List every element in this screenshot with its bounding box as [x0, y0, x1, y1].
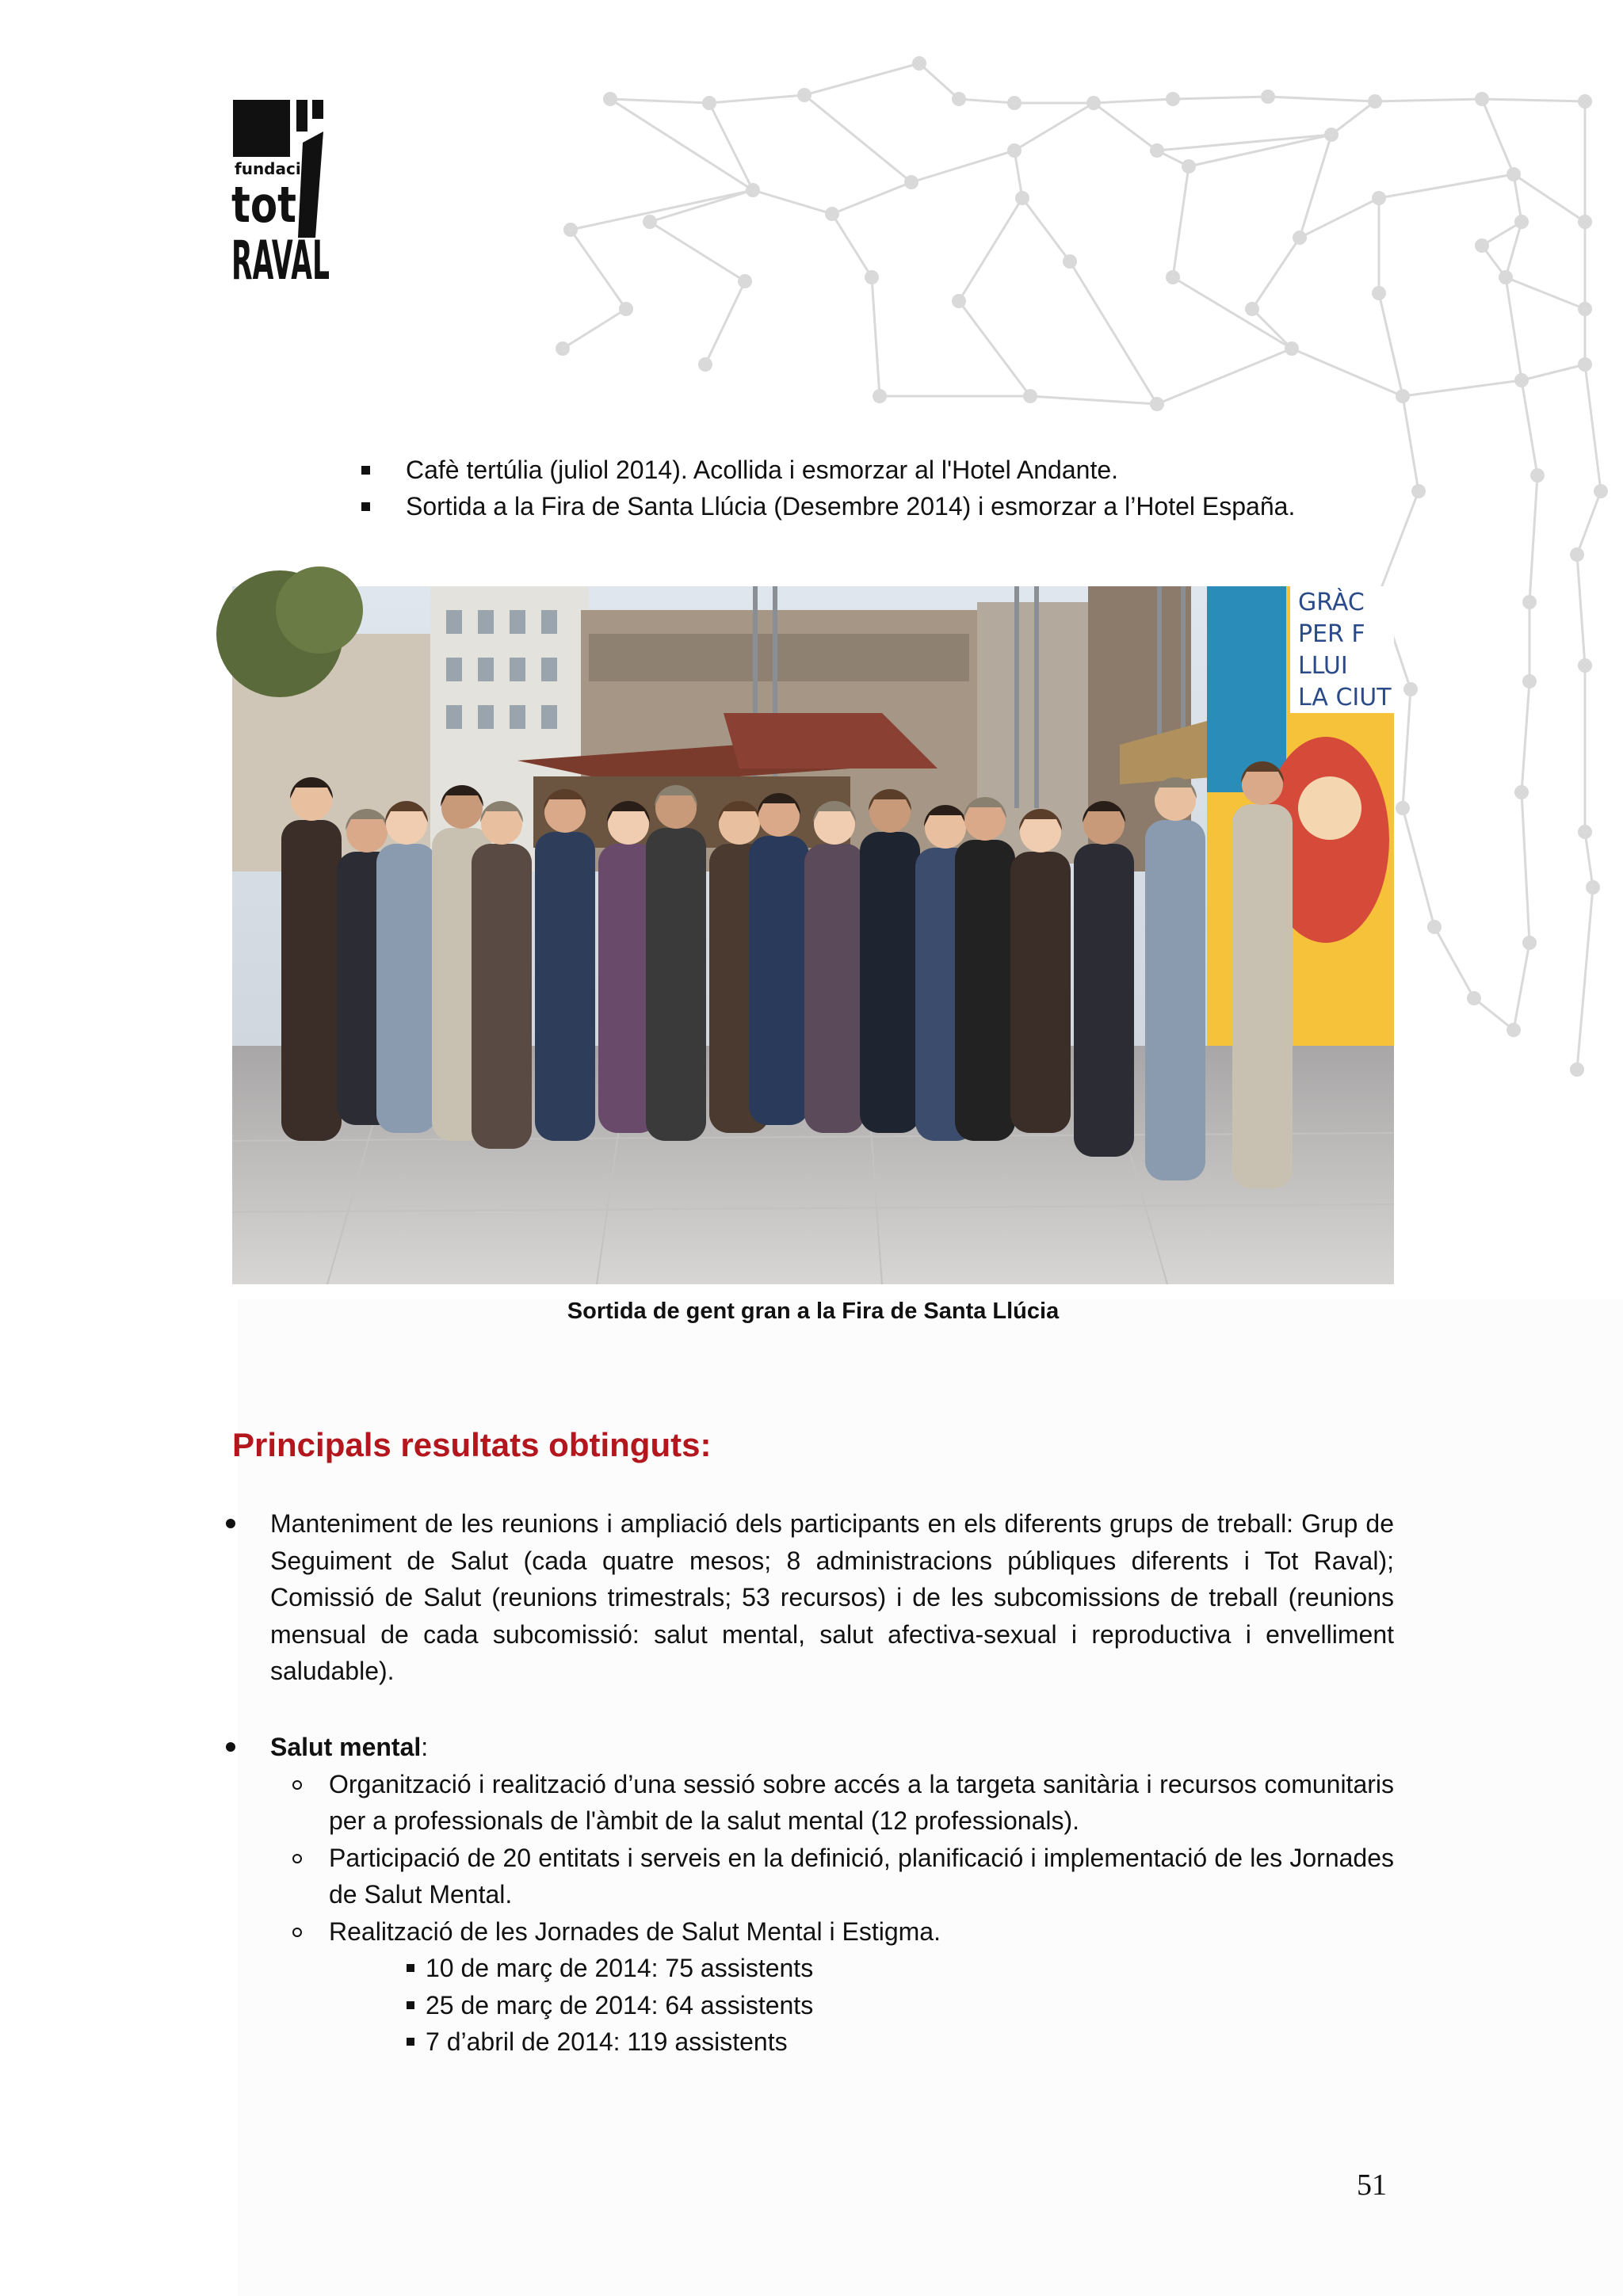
- person-body: [535, 832, 595, 1141]
- network-edge: [1403, 380, 1522, 396]
- square-bullet-icon: [407, 2038, 414, 2046]
- photo-caption: Sortida de gent gran a la Fira de Santa Llúcia: [567, 1299, 1060, 1324]
- network-node: [1507, 1023, 1521, 1037]
- square-bullet-icon: [361, 466, 370, 475]
- network-node: [1514, 785, 1529, 799]
- intro-bullet-item: [361, 488, 1392, 524]
- network-edge: [1529, 475, 1537, 602]
- person-body: [1010, 852, 1071, 1133]
- network-edge: [1094, 99, 1173, 103]
- network-edge: [1514, 174, 1522, 222]
- network-node: [1015, 191, 1029, 205]
- network-edge: [571, 230, 626, 309]
- network-edge: [709, 95, 804, 103]
- session-item: [426, 1950, 1394, 1987]
- salut-mental-heading-item: [232, 1729, 1394, 1766]
- network-edge: [1014, 103, 1094, 151]
- network-edge: [610, 99, 709, 103]
- person-body: [1074, 844, 1134, 1157]
- person-body: [472, 844, 532, 1149]
- person-body: [1232, 804, 1293, 1188]
- salut-mental-subitem-text: Organització i realització d’una sessió sobre accés a la targeta sanitària i recursos comunitaris per a professionals de l'àmbit de la salut mental (12 professionals).: [329, 1769, 1394, 1835]
- network-node: [556, 341, 570, 356]
- network-edge: [1522, 792, 1529, 943]
- network-node: [1427, 920, 1442, 934]
- network-edge: [832, 214, 872, 277]
- network-node: [1475, 92, 1489, 106]
- network-node: [1570, 1062, 1584, 1077]
- salut-mental-subitem: [232, 1913, 1394, 1951]
- network-node: [1522, 674, 1537, 688]
- network-edge: [1585, 832, 1593, 887]
- network-edge: [1577, 887, 1593, 1070]
- network-edge: [1300, 135, 1331, 238]
- network-node: [702, 96, 716, 110]
- square-bullet-icon: [361, 502, 370, 511]
- network-node: [952, 294, 966, 308]
- network-edge: [1522, 380, 1537, 475]
- dot-bullet-icon: [226, 1519, 235, 1528]
- network-edge: [804, 95, 911, 182]
- fundacio-tot-raval-logo: [230, 95, 333, 292]
- network-node: [1467, 991, 1481, 1005]
- network-edge: [1252, 238, 1300, 309]
- network-node: [1396, 801, 1410, 815]
- network-edge: [1292, 349, 1403, 396]
- network-node: [1578, 357, 1592, 372]
- network-edge: [1379, 293, 1403, 396]
- session-item-text: 25 de març de 2014: 64 assistents: [426, 1990, 814, 2019]
- network-node: [1150, 143, 1164, 158]
- session-item: [426, 2023, 1394, 2061]
- network-node: [1522, 595, 1537, 609]
- salut-mental-subitem: [232, 1766, 1394, 1840]
- circle-bullet-icon: [292, 1780, 302, 1790]
- network-node: [1007, 143, 1022, 158]
- network-node: [1372, 191, 1386, 205]
- network-edge: [1014, 151, 1022, 198]
- network-node: [865, 270, 879, 284]
- network-node: [738, 274, 752, 288]
- network-edge: [1506, 277, 1522, 380]
- session-list: [232, 1950, 1394, 2061]
- network-edge: [1514, 174, 1585, 222]
- network-edge: [1157, 135, 1331, 151]
- session-item: [426, 1987, 1394, 2024]
- network-node: [1261, 90, 1275, 104]
- intro-bullet-text: Cafè tertúlia (juliol 2014). Acollida i esmorzar al l'Hotel Andante.: [406, 456, 1119, 484]
- logo-text-fundacio: fundació: [235, 159, 312, 178]
- sign-text-line: GRÀC: [1298, 589, 1365, 616]
- network-node: [1396, 389, 1410, 403]
- network-node: [1578, 302, 1592, 316]
- results-list: [232, 1505, 1394, 1690]
- network-edge: [571, 190, 753, 230]
- page-number: 51: [1357, 2168, 1387, 2202]
- network-edge: [872, 277, 880, 396]
- network-edge: [1506, 277, 1585, 309]
- group-photo: [232, 586, 1394, 1284]
- network-edge: [1094, 103, 1157, 151]
- network-edge: [753, 190, 832, 214]
- network-node: [1166, 270, 1180, 284]
- circle-bullet-icon: [292, 1854, 302, 1863]
- network-edge: [1173, 97, 1268, 99]
- person-body: [281, 820, 342, 1141]
- network-node: [1166, 92, 1180, 106]
- sign-text-line: PER F: [1298, 620, 1365, 648]
- person-body: [646, 828, 706, 1141]
- network-node: [1578, 215, 1592, 229]
- network-node: [1499, 270, 1513, 284]
- network-node: [1530, 468, 1545, 482]
- person-body: [804, 844, 865, 1133]
- network-node: [912, 56, 926, 71]
- group-photo-illustration: [232, 586, 1394, 1284]
- network-node: [1368, 94, 1382, 109]
- network-edge: [650, 222, 745, 281]
- network-edge: [705, 281, 745, 364]
- network-edge: [1522, 364, 1585, 380]
- network-node: [1063, 254, 1077, 269]
- network-edge: [1268, 97, 1375, 101]
- dot-bullet-icon: [226, 1742, 235, 1752]
- network-edge: [1331, 101, 1375, 135]
- network-node: [1475, 238, 1489, 253]
- salut-mental-suffix: :: [421, 1733, 429, 1761]
- person-body: [749, 836, 809, 1125]
- network-edge: [1585, 364, 1601, 491]
- network-edge: [1474, 998, 1514, 1030]
- network-node: [1522, 936, 1537, 950]
- network-node: [643, 215, 657, 229]
- result-item-text: Manteniment de les reunions i ampliació dels participants en els diferents grups de treball: Grup de Seguiment de Salut (cada quatre mesos; 8 administracions públiques diferents i Tot Raval); Comissió de Salut (reunions trimestrals; 53 recursos) i de les subcomissions de treball (reunions mensual de cada subcomissió: salut mental, salut afectiva-sexual i reproductiva i envelliment saludable).: [270, 1509, 1394, 1685]
- intro-bullet-item: [361, 452, 1392, 488]
- network-edge: [1379, 174, 1514, 198]
- network-edge: [1403, 396, 1419, 491]
- network-edge: [563, 309, 626, 349]
- network-node: [1293, 231, 1307, 245]
- network-node: [1586, 880, 1600, 894]
- network-node: [1578, 825, 1592, 839]
- network-edge: [919, 63, 959, 99]
- network-edge: [1434, 927, 1474, 998]
- result-item: [232, 1505, 1394, 1690]
- network-node: [619, 302, 633, 316]
- network-node: [1086, 96, 1101, 110]
- network-edge: [1189, 135, 1331, 166]
- network-node: [1514, 215, 1529, 229]
- square-bullet-icon: [407, 2001, 414, 2009]
- network-node: [1150, 397, 1164, 411]
- network-edge: [959, 99, 1014, 103]
- network-edge: [1577, 555, 1585, 666]
- network-edge: [959, 198, 1022, 301]
- session-item-text: 7 d’abril de 2014: 119 assistents: [426, 2027, 788, 2056]
- network-edge: [1403, 808, 1434, 927]
- network-node: [1514, 373, 1529, 387]
- salut-mental-subitem-text: Participació de 20 entitats i serveis en la definició, planificació i implementació de les Jornades de Salut Mental.: [329, 1843, 1394, 1909]
- network-node: [698, 357, 712, 372]
- network-edge: [1300, 198, 1379, 238]
- network-node: [1594, 484, 1608, 498]
- network-node: [1285, 341, 1299, 356]
- network-node: [1507, 167, 1521, 181]
- network-edge: [1157, 349, 1292, 404]
- network-node: [1372, 286, 1386, 300]
- network-edge: [1482, 99, 1514, 174]
- network-edge: [1482, 99, 1585, 101]
- square-bullet-icon: [407, 1964, 414, 1972]
- person-body: [376, 844, 437, 1133]
- network-edge: [1514, 943, 1529, 1030]
- network-edge: [1173, 166, 1189, 277]
- network-edge: [650, 190, 753, 222]
- network-edge: [959, 301, 1030, 396]
- network-edge: [832, 182, 911, 214]
- network-node: [904, 175, 918, 189]
- salut-mental-subitem: [232, 1840, 1394, 1913]
- network-node: [797, 88, 812, 102]
- network-node: [1411, 484, 1426, 498]
- person-body: [860, 832, 920, 1133]
- logo-text-tot: tot: [231, 176, 296, 234]
- network-edge: [1030, 396, 1157, 404]
- circle-bullet-icon: [292, 1928, 302, 1937]
- network-edge: [911, 151, 1014, 182]
- network-edge: [1070, 261, 1157, 404]
- network-edge: [1022, 198, 1070, 261]
- network-edge: [1375, 99, 1482, 101]
- network-edge: [1403, 689, 1411, 808]
- network-node: [1023, 389, 1037, 403]
- network-edge: [1522, 681, 1529, 792]
- salut-mental-label: Salut mental: [270, 1733, 422, 1761]
- network-node: [563, 223, 578, 237]
- network-node: [1324, 128, 1338, 142]
- intro-bullet-text: Sortida a la Fira de Santa Llúcia (Desembre 2014) i esmorzar a l’Hotel España.: [406, 492, 1296, 521]
- network-edge: [1173, 277, 1292, 349]
- network-edge: [1577, 491, 1601, 555]
- network-node: [873, 389, 887, 403]
- salut-mental-section: [232, 1729, 1394, 2061]
- network-node: [825, 207, 839, 221]
- sign-text-line: LA CIUT: [1298, 684, 1392, 711]
- sign-text-line: LLUI: [1298, 652, 1348, 680]
- network-node: [952, 92, 966, 106]
- network-node: [1182, 159, 1196, 174]
- salut-mental-subitem-text: Realització de les Jornades de Salut Mental i Estigma.: [329, 1917, 941, 1946]
- person-body: [955, 840, 1015, 1141]
- section-heading: Principals resultats obtinguts:: [232, 1426, 712, 1463]
- network-node: [1570, 547, 1584, 562]
- session-item-text: 10 de març de 2014: 75 assistents: [426, 1954, 814, 1982]
- network-edge: [610, 99, 753, 190]
- network-node: [1245, 302, 1259, 316]
- network-node: [746, 183, 760, 197]
- network-edge: [804, 63, 919, 95]
- person-body: [1145, 820, 1205, 1180]
- logo-text-raval: RAVAL: [231, 230, 330, 292]
- network-node: [1578, 94, 1592, 109]
- network-node: [603, 92, 617, 106]
- network-node: [1403, 682, 1418, 696]
- intro-bullet-list: [361, 452, 1392, 524]
- network-node: [1578, 658, 1592, 673]
- network-node: [1007, 96, 1022, 110]
